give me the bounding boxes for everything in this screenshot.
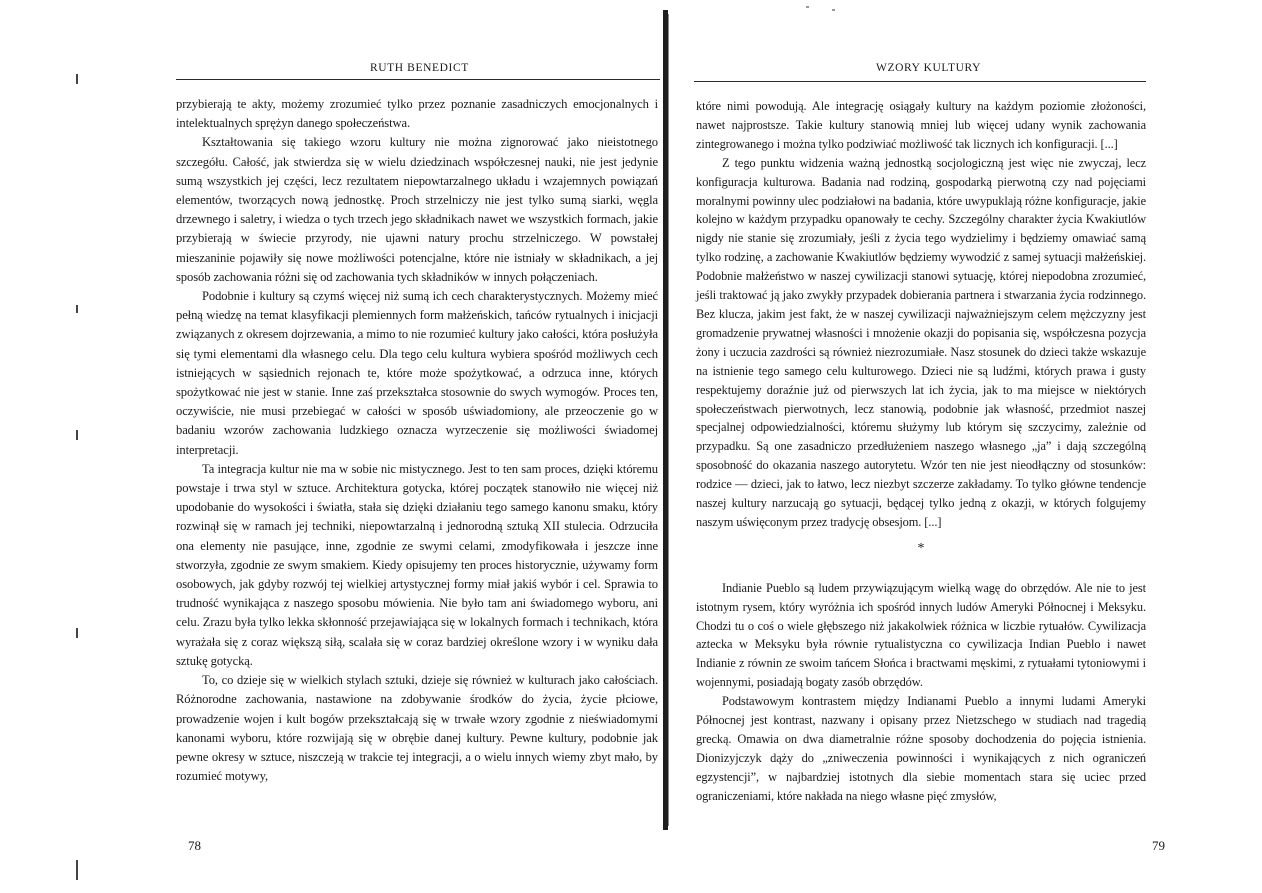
- paragraph: Podstawowym kontrastem między Indianami Pueblo a innymi ludami Ameryki Północnej jest kontrast, nazwany i opisany przez Nietzschego w studiach nad tragedią grecką. Omawia on dwa diametralnie różne sposoby dochodzenia do pojęcia istnienia. Dionizyjczyk dąży do „zniweczenia powinności i wynikających z nich ograniczeń egzystencji”, w najbardziej istotnych dla siebie momentach stara się uciec przed ograniczeniami, które nakłada na niego własne pięć zmysłów,: [696, 694, 1146, 803]
- left-body-text: [176, 95, 658, 786]
- right-page: [676, 0, 1262, 893]
- scan-speck: [832, 9, 835, 11]
- paragraph: To, co dzieje się w wielkich stylach sztuki, dzieje się również w kulturach jako całościach. Różnorodne zachowania, nastawione na zdobywanie środków do życia, życie płciowe, prowadzenie wojen i kult bogów przekształcają się w trwałe wzory zgodnie z nieświadomymi kanonami wyboru, które rozwijają się w obrębie danej kultury. Pewne kultury, podobnie jak pewne okresy w sztuce, niszczeją w trakcie tej integracji, a o wielu innych wiemy zbyt mało, by rozumieć motywy,: [176, 673, 658, 784]
- paragraph: przybierają te akty, możemy zrozumieć tylko przez poznanie zasadniczych emocjonalnych i intelektualnych sprężyn danego społeczeństwa.: [176, 97, 658, 131]
- book-spine-shadow: [668, 14, 669, 826]
- scan-speck: [806, 6, 809, 8]
- scan-mark: [76, 430, 78, 440]
- paragraph: Ta integracja kultur nie ma w sobie nic mistycznego. Jest to ten sam proces, dzięki któremu powstaje i trwa styl w sztuce. Architektura gotycka, której początek stanowiło nie więcej niż upodobanie do wysokości i światła, stała się dzięki działaniu tego samego kanonu smaku, który rozwinął się w ramach jej techniki, niepowtarzalną i jednorodną sztuką XII stulecia. Odrzuciła ona elementy nie pasujące, inne, zgodnie ze swymi celami, zmodyfikowała i jeszcze inne stworzyła, zgodnie ze swym smakiem. Kiedy opisujemy ten proces historycznie, używamy form osobowych, jak gdyby rozwój tej wielkiej artystycznej formy miał jakiś wybór i cel. Sprawia to trudność wynikająca z naszego sposobu mówienia. Nie było tam ani świadomego wyboru, ani celu. Zrazu była tylko lekka skłonność przejawiająca się w lokalnych formach i technikach, która wyrażała się z coraz większą siłą, scalała się w coraz bardziej określone wzory i w wyniku dała sztukę gotycką.: [176, 461, 658, 668]
- section-break: *: [917, 540, 925, 556]
- scan-mark: [76, 628, 78, 638]
- paragraph: Kształtowania się takiego wzoru kultury nie można zignorować jako nieistotnego szczegółu. Całość, jak stwierdza się w wielu dziedzinach współczesnej nauki, nie jest jedynie sumą wszystkich jej części, lecz rezultatem niepowtarzalnego układu i wzajemnych powiązań elementów, tworzących nową jednostkę. Proch strzelniczy nie jest tylko sumą siarki, węgla drzewnego i saletry, i wiedza o tych trzech jego składnikach nawet we wszystkich formach, jakie przybierają w świecie przyrody, nie ujawni natury prochu strzelniczego. W powstałej mieszaninie pojawiły się nowe możliwości potencjalne, które nie istniały w składnikach, a jej sposób zachowania różni się od zachowania tych składników w innych połączeniach.: [176, 135, 658, 284]
- left-page-number: 78: [188, 838, 201, 853]
- left-header-rule: [176, 79, 660, 80]
- right-body-text: [696, 97, 1146, 806]
- paragraph: Indianie Pueblo są ludem przywiązującym wielką wagę do obrzędów. Ale nie to jest istotnym rysem, który wyróżnia ich spośród innych ludów Ameryki Północnej i Meksyku. Chodzi tu o coś o wiele głębszego niż jakakolwiek różnica w liczbie rytuałów. Cywilizacja aztecka w Meksyku była równie rytualistyczna co cywilizacja Indian Pueblo i nawet Indianie z równin ze swoim tańcem Słońca i bractwami męskimi, z rytuałami tytoniowymi i wojennymi, posiadają bogaty zasób obrzędów.: [696, 580, 1146, 690]
- paragraph: które nimi powodują. Ale integrację osiągały kultury na każdym poziomie złożoności, nawet najprostsze. Takie kultury stanowią mniej lub więcej udany wynik zachowania zintegrowanego i można tylko podziwiać możliwość tak licznych ich konfiguracji. [...]: [696, 99, 1146, 151]
- paragraph: Z tego punktu widzenia ważną jednostką socjologiczną jest więc nie zwyczaj, lecz konfiguracja kulturowa. Badania nad rodziną, gospodarką pierwotną czy nad pojęciami moralnymi powinny ulec podziałowi na badania, które uwypuklają różne konfiguracje, jakie kolejno w każdym przypadku opanowały te cechy. Szczególny charakter życia Kwakiutlów nigdy nie stanie się zrozumiały, jeśli z życia tego wydzielimy i będziemy omawiać samą tylko rodzinę, a zachowanie Kwakiutlów będziemy wywodzić z samej sytuacji małżeńskiej. Podobnie małżeństwo w naszej cywilizacji stanowi sytuację, której niepodobna zrozumieć, jeśli traktować ją jako zwykły przypadek dobierania partnera i stwarzania życia rodzinnego. Bez klucza, jakim jest fakt, że w naszej cywilizacji najważniejszym celem mężczyzny jest gromadzenie prywatnej własności i mnożenie okazji do popisania się, współczesna pozycja żony i uczucia zazdrości są również niezrozumiałe. Nasz stosunek do dzieci także wskazuje na istnienie tego samego celu kulturowego. Dzieci nie są ludźmi, których prawa i gusty respektujemy doraźnie już od pierwszych lat ich życia, jak to ma miejsce w niektórych społeczeństwach pierwotnych, lecz stanowią, podobnie jak własność, przedmiot naszej specjalnej odpowiedzialności, któremu służymy lub którym się szczycimy, zależnie od przypadku. Są one zasadniczo przedłużeniem naszego własnego „ja” i dają szczególną sposobność do okazania naszego autorytetu. Wzór ten nie jest nieodłączny od stosunków: rodzice — dzieci, jak to łatwo, lecz niezbyt szczerze zakładamy. To tylko główne tendencje naszej kultury narzucają go sytuacji, będącej tylko jedną z okazji, w których folgujemy naszym uświęconym przez tradycję obsesjom. [...]: [696, 155, 1146, 529]
- scan-mark: [76, 860, 78, 880]
- scan-mark: [76, 305, 78, 313]
- right-running-head: WZORY KULTURY: [876, 62, 982, 74]
- paragraph: Podobnie i kultury są czymś więcej niż sumą ich cech charakterystycznych. Możemy mieć pełną wiedzę na temat klasyfikacji plemiennych form małżeńskich, tańców rytualnych i inicjacji związanych z okresem dojrzewania, a mimo to nie rozumieć kultury jako całości, która posłużyła się tymi elementami dla własnego celu. Dla tego celu kultura wybiera spośród możliwych cech istniejących w sąsiednich rejonach te, które może spożytkować, a odrzuca inne, których spożytkować nie jest w stanie. Inne zaś przekształca stosownie do swych wymogów. Proces ten, oczywiście, nie musi przebiegać w całości w sposób uświadomiony, ale przeoczenie go w badaniu wzorów zachowania ludzkiego oznacza wyrzeczenie się możliwości świadomej interpretacji.: [176, 289, 658, 457]
- scan-mark: [76, 74, 78, 84]
- right-page-number: 79: [1152, 838, 1165, 853]
- right-header-rule: [694, 81, 1146, 82]
- left-running-head: RUTH BENEDICT: [370, 62, 469, 74]
